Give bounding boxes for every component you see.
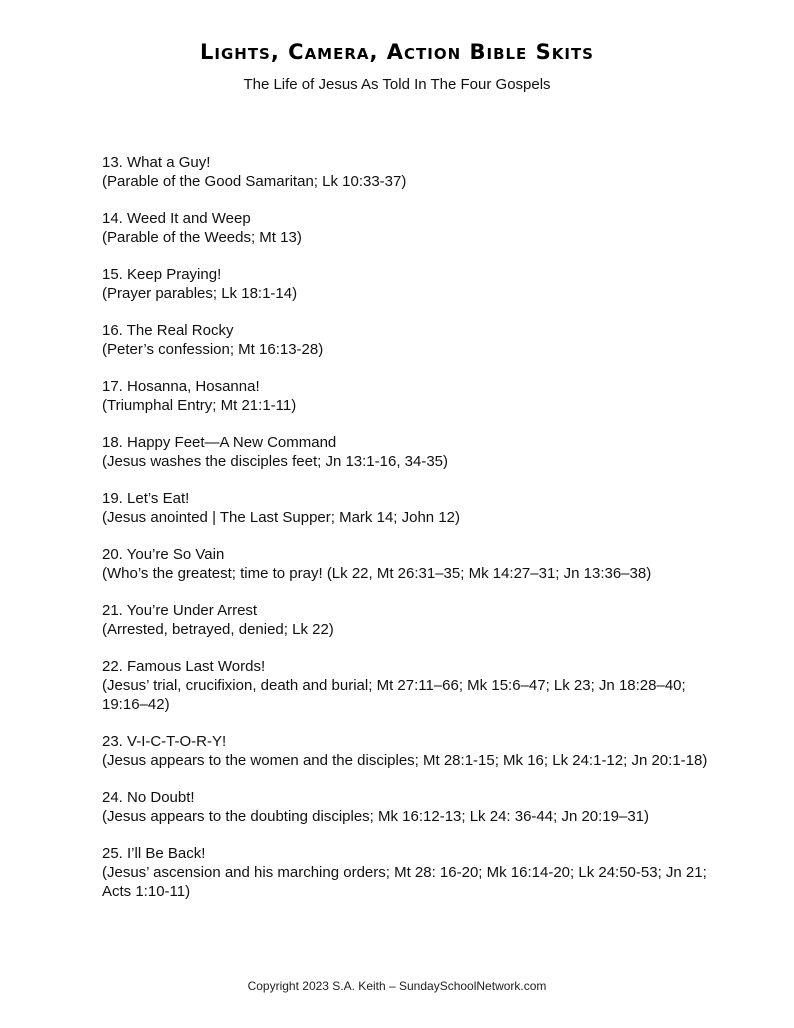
skit-reference: (Jesus washes the disciples feet; Jn 13:1-16, 34-35) xyxy=(102,453,449,470)
skit-reference: (Prayer parables; Lk 18:1-14) xyxy=(102,285,298,302)
skit-title: 13. What a Guy! xyxy=(102,154,211,171)
skit-reference: (Jesus appears to the doubting disciples; Mk 16:12-13; Lk 24: 36-44; Jn 20:19–31) xyxy=(102,808,650,825)
skit-title: 23. V-I-C-T-O-R-Y! xyxy=(102,733,227,750)
skit-reference: (Parable of the Good Samaritan; Lk 10:33-37) xyxy=(102,173,407,190)
skit-title: 24. No Doubt! xyxy=(102,789,195,806)
page-subtitle: The Life of Jesus As Told In The Four Gospels xyxy=(243,76,551,93)
skit-item xyxy=(102,657,712,714)
skit-title: 17. Hosanna, Hosanna! xyxy=(102,378,260,395)
page-title: Lights, Camera, Action Bible Skits xyxy=(200,40,594,64)
skit-item xyxy=(102,377,712,415)
skit-reference: (Who’s the greatest; time to pray! (Lk 22, Mt 26:31–35; Mk 14:27–31; Jn 13:36–38) xyxy=(102,565,652,582)
skit-item xyxy=(102,788,712,826)
skit-title: 18. Happy Feet—A New Command xyxy=(102,434,337,451)
skit-title: 21. You’re Under Arrest xyxy=(102,602,258,619)
skit-title: 14. Weed It and Weep xyxy=(102,210,251,227)
skit-reference: (Peter’s confession; Mt 16:13-28) xyxy=(102,341,324,358)
skit-item xyxy=(102,433,712,471)
skit-title: 25. I’ll Be Back! xyxy=(102,845,206,862)
skit-reference: (Parable of the Weeds; Mt 13) xyxy=(102,229,302,246)
skit-title: 16. The Real Rocky xyxy=(102,322,234,339)
skit-item xyxy=(102,153,712,191)
skit-item xyxy=(102,601,712,639)
skit-item xyxy=(102,844,712,901)
skit-title: 15. Keep Praying! xyxy=(102,266,222,283)
skit-list xyxy=(102,153,712,919)
skit-item xyxy=(102,545,712,583)
skit-item xyxy=(102,209,712,247)
skit-reference: (Jesus anointed | The Last Supper; Mark 14; John 12) xyxy=(102,509,460,526)
skit-item xyxy=(102,489,712,527)
skit-item xyxy=(102,732,712,770)
skit-reference: (Jesus’ trial, crucifixion, death and burial; Mt 27:11–66; Mk 15:6–47; Lk 23; Jn 18:28–40; 19:16–42) xyxy=(102,677,686,713)
skit-reference: (Arrested, betrayed, denied; Lk 22) xyxy=(102,621,334,638)
skit-title: 22. Famous Last Words! xyxy=(102,658,266,675)
skit-reference: (Jesus’ ascension and his marching orders; Mt 28: 16-20; Mk 16:14-20; Lk 24:50-53; Jn 21; Acts 1:10-11) xyxy=(102,864,707,900)
skit-title: 19. Let’s Eat! xyxy=(102,490,190,507)
skit-title: 20. You’re So Vain xyxy=(102,546,225,563)
skit-item xyxy=(102,321,712,359)
skit-item xyxy=(102,265,712,303)
copyright-footer: Copyright 2023 S.A. Keith – SundaySchoolNetwork.com xyxy=(247,979,547,993)
skit-reference: (Triumphal Entry; Mt 21:1-11) xyxy=(102,397,297,414)
skit-reference: (Jesus appears to the women and the disciples; Mt 28:1-15; Mk 16; Lk 24:1-12; Jn 20:1-18) xyxy=(102,752,708,769)
